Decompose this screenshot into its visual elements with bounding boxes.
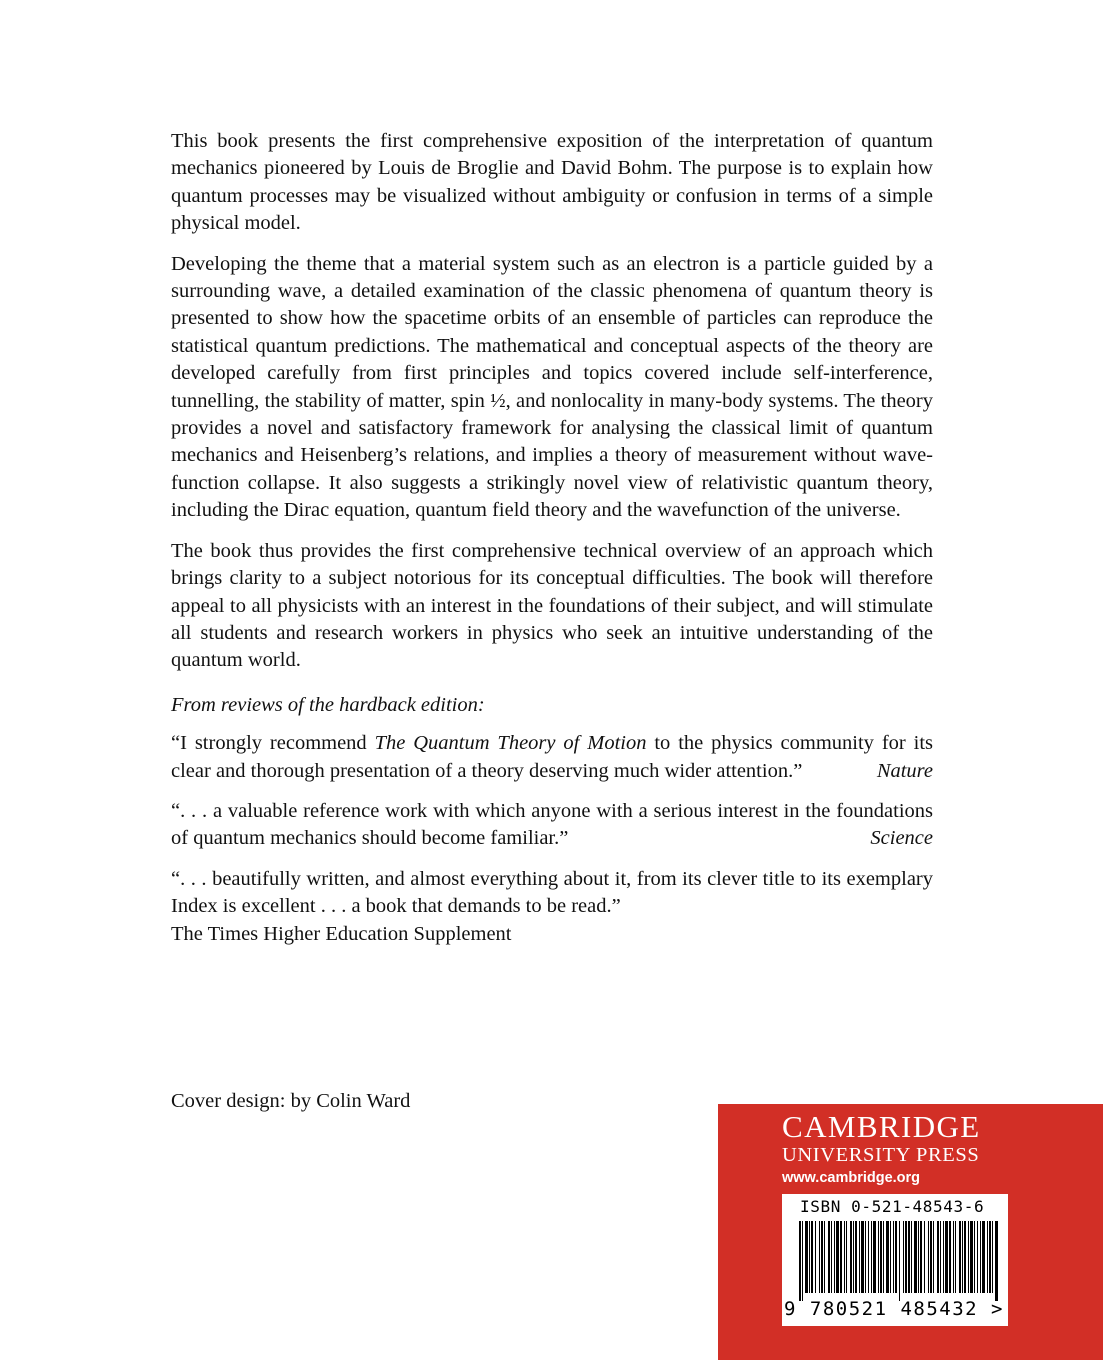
barcode-bar xyxy=(886,1221,889,1293)
barcode-bar xyxy=(974,1221,975,1293)
barcode-bar xyxy=(859,1221,860,1293)
barcode-bar xyxy=(831,1221,832,1293)
barcode-bar xyxy=(799,1221,801,1301)
barcode-bar xyxy=(815,1221,816,1293)
publisher-subtitle: UNIVERSITY PRESS xyxy=(782,1144,980,1166)
barcode-bar xyxy=(861,1221,864,1293)
barcode-bar xyxy=(962,1221,963,1293)
barcode-bar xyxy=(844,1221,845,1293)
barcode-bar xyxy=(828,1221,830,1293)
barcode-bar xyxy=(920,1221,922,1293)
barcode-bar xyxy=(802,1221,803,1301)
review-science xyxy=(171,798,933,853)
barcode-bar xyxy=(959,1221,961,1293)
barcode-bar xyxy=(880,1221,882,1293)
barcode-bar xyxy=(868,1221,869,1293)
barcode-bar xyxy=(930,1221,932,1293)
review-source: The Times Higher Education Supplement xyxy=(171,922,512,945)
barcode-image xyxy=(799,1221,999,1301)
review-times xyxy=(171,866,933,921)
barcode-bar xyxy=(824,1221,825,1293)
barcode-bar xyxy=(890,1221,891,1293)
barcode-bar xyxy=(809,1221,810,1293)
publisher-url: www.cambridge.org xyxy=(782,1170,921,1186)
barcode-bar xyxy=(850,1221,852,1293)
barcode-bar xyxy=(977,1221,978,1293)
review-text: “I strongly recommend xyxy=(171,732,375,755)
barcode-bar xyxy=(933,1221,934,1293)
barcode-bar xyxy=(893,1221,894,1293)
barcode-bar xyxy=(905,1221,907,1293)
barcode-bar xyxy=(918,1221,919,1293)
publisher-name: CAMBRIDGE xyxy=(782,1109,981,1144)
barcode-bar xyxy=(943,1221,944,1293)
barcode-bar xyxy=(914,1221,917,1293)
barcode-bar xyxy=(968,1221,969,1293)
barcode-bar xyxy=(937,1221,939,1293)
barcode-bar xyxy=(853,1221,854,1293)
reviews-heading: From reviews of the hardback edition: xyxy=(171,693,485,716)
barcode-bar xyxy=(980,1221,981,1293)
review-book-title: The Quantum Theory of Motion xyxy=(374,732,647,755)
blurb-paragraph-2: Developing the theme that a material system such as an electron is a particle guided by a surrounding wave, a detailed examination of the classic phenomena of quantum theory is presented to show how the spacetime orbits of an ensemble of particles can reproduce the statistical quantum predictions. The mathematical and conceptual aspects of the theory are developed carefully from first principles and topics covered include self-interference, tunnelling, the stability of matter, spin ½, and nonlocality in many-body systems. The theory provides a novel and satisfactory framework for analysing the classical limit of quantum mechanics and Heisenberg’s relations, and implies a theory of measurement without wavefunction collapse. It also suggests a strikingly novel view of relativistic quantum theory, including the Dirac equation, quantum field theory and the wavefunction of the universe. xyxy=(171,252,933,522)
barcode-bar xyxy=(865,1221,866,1293)
barcode-bar xyxy=(945,1221,948,1293)
barcode-bar xyxy=(992,1221,993,1293)
barcode-bar xyxy=(911,1221,912,1293)
review-text: “. . . beautifully written, and almost everything about it, from its clever title to its exemplary Index is excellent . . . a book that demands to be read.” xyxy=(171,867,933,918)
barcode-bar xyxy=(819,1221,820,1293)
review-nature xyxy=(171,730,933,785)
blurb-paragraph-1: This book presents the first comprehensive exposition of the interpretation of quantum mechanics pioneered by Louis de Broglie and David Bohm. The purpose is to explain how quantum processes may be visualized without ambiguity or confusion in terms of a simple physical model. xyxy=(171,130,933,235)
cover-design-credit: Cover design: by Colin Ward xyxy=(171,1090,411,1112)
barcode-bar xyxy=(970,1221,973,1293)
barcode-bar xyxy=(940,1221,941,1293)
barcode-bar xyxy=(873,1221,876,1293)
barcode-bar xyxy=(908,1221,910,1293)
barcode-bar xyxy=(895,1221,897,1293)
barcode-bar xyxy=(903,1221,904,1293)
barcode-bar xyxy=(995,1221,998,1301)
barcode-bar xyxy=(989,1221,991,1293)
barcode-bar xyxy=(846,1221,847,1293)
barcode-bar xyxy=(987,1221,988,1293)
barcode-bar xyxy=(836,1221,839,1293)
barcode-bar xyxy=(982,1221,985,1293)
isbn-number: ISBN 0-521-48543-6 xyxy=(800,1197,985,1216)
barcode-bar xyxy=(955,1221,956,1293)
barcode-bar xyxy=(964,1221,966,1293)
barcode-bar xyxy=(928,1221,929,1293)
barcode-bar xyxy=(855,1221,857,1293)
blurb-text xyxy=(171,128,933,948)
barcode-bar xyxy=(953,1221,954,1293)
barcode-bar xyxy=(924,1221,925,1293)
barcode-bar xyxy=(871,1221,872,1293)
barcode-bar xyxy=(834,1221,835,1293)
barcode-bar xyxy=(840,1221,842,1293)
barcode-bar xyxy=(821,1221,823,1293)
review-text: “. . . a valuable reference work with which anyone with a serious interest in the foundations of quantum mechanics should become familiar.” xyxy=(171,799,933,850)
barcode-bar xyxy=(811,1221,813,1293)
ean-number: 9 780521 485432 > xyxy=(784,1298,1004,1320)
barcode-bar xyxy=(878,1221,879,1293)
review-source: Nature xyxy=(876,759,933,782)
blurb-paragraph-3: The book thus provides the first comprehensive technical overview of an approach which brings clarity to a subject notorious for its conceptual difficulties. The book will therefore appeal to all physicists with an interest in the foundations of their subject, and will stimulate all students and research workers in physics who seek an intuitive understanding of the quantum world. xyxy=(171,539,933,672)
review-text-cont: to the physics community for its clear and thorough presentation of a theory deserving much wider attention.” xyxy=(171,732,933,782)
barcode-bar xyxy=(899,1221,900,1301)
barcode-bar xyxy=(883,1221,884,1293)
barcode-bar xyxy=(949,1221,951,1293)
barcode-bar xyxy=(805,1221,808,1293)
review-source: Science xyxy=(870,827,933,850)
